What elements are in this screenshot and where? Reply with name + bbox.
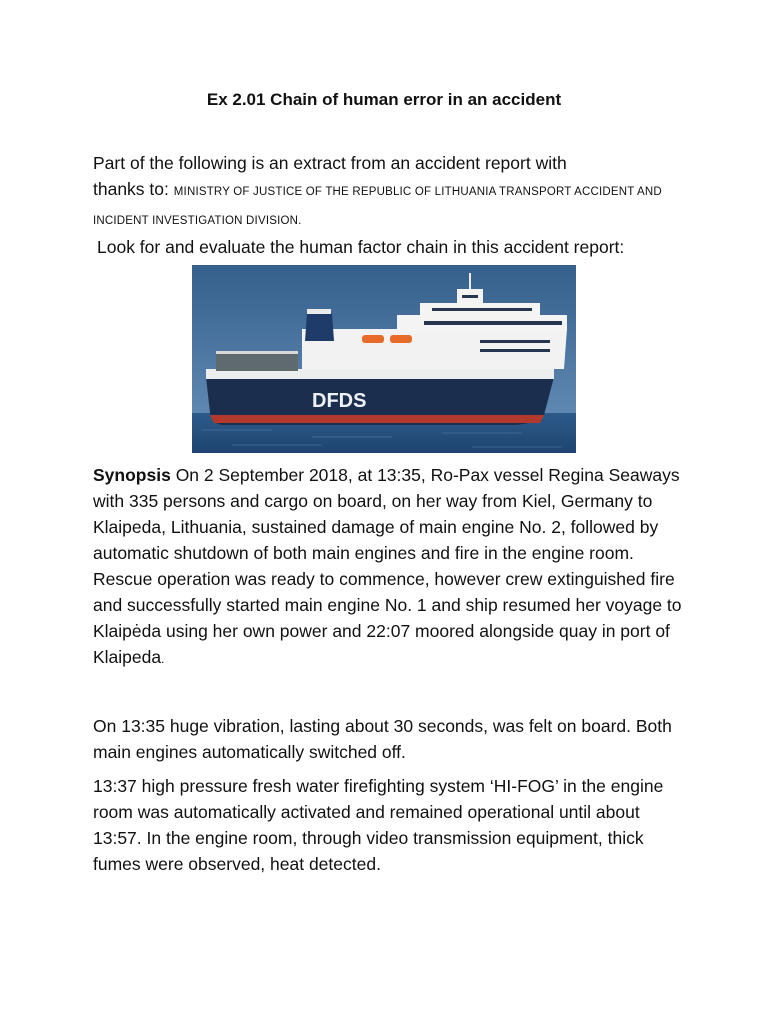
intro-thanks: thanks to: xyxy=(93,179,169,199)
synopsis-paragraph xyxy=(93,462,693,672)
synopsis-text: On 2 September 2018, at 13:35, Ro-Pax vessel Regina Seaways with 335 persons and cargo on board, on her way from Kiel, Germany to Klaipeda, Lithuania, sustained damage of main engine No. 2, followed by automatic shutdown of both main engines and fire in the engine room. Rescue operation was ready to commence, however crew extinguished fire and successfully started main engine No. 1 and ship resumed her voyage to Klaipėda using her own power and 22:07 moored alongside quay in port of Klaipeda xyxy=(93,465,682,667)
page-title: Ex 2.01 Chain of human error in an accident xyxy=(206,90,562,109)
instruction-text: Look for and evaluate the human factor chain in this accident report: xyxy=(97,237,625,257)
hull-stripe xyxy=(210,415,544,423)
hull-logo: DFDS xyxy=(312,390,367,412)
intro-line: Part of the following is an extract from an accident report with xyxy=(93,153,567,173)
ministry-credit: MINISTRY OF JUSTICE OF THE REPUBLIC OF LITHUANIA TRANSPORT ACCIDENT AND INCIDENT INVESTIGATION DIVISION. xyxy=(93,186,662,227)
vibration-paragraph: On 13:35 huge vibration, lasting about 30 seconds, was felt on board. Both main engines automatically switched off. xyxy=(93,716,672,762)
funnel xyxy=(305,313,334,341)
hifog-paragraph: 13:37 high pressure fresh water firefighting system ‘HI-FOG’ in the engine room was automatically activated and remained operational until about 13:57. In the engine room, through video transmission equipment, thick fumes were observed, heat detected. xyxy=(93,776,664,874)
synopsis-end: . xyxy=(161,652,165,666)
ship-photo xyxy=(192,265,576,453)
synopsis-label: Synopsis xyxy=(93,465,171,485)
intro-paragraph xyxy=(93,150,693,234)
